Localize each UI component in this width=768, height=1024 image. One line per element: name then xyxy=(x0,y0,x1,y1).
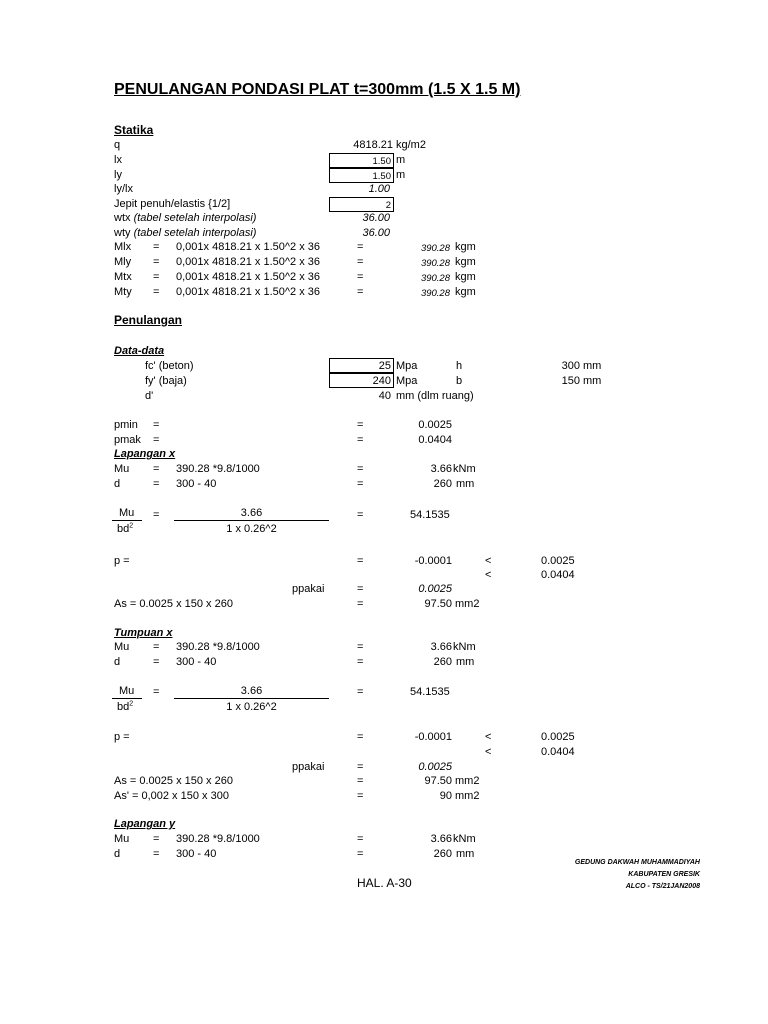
mu-formula: 390.28 *9.8/1000 xyxy=(176,641,260,653)
ratio-denominator: 1 x 0.26^2 xyxy=(226,701,277,713)
equals-sign: = xyxy=(153,833,160,845)
equals-sign: = xyxy=(357,790,364,802)
q-unit: kg/m2 xyxy=(396,139,426,151)
lx-value: 1.50 xyxy=(372,156,391,167)
pmak-value: 0.0404 xyxy=(418,434,452,446)
less-than-sign: < xyxy=(485,555,492,567)
compare-pmin: 0.0025 xyxy=(541,731,575,743)
lx-label: lx xyxy=(114,154,122,166)
ratio-bar xyxy=(174,520,329,521)
as-label: As = 0.0025 x 150 x 260 xyxy=(114,598,233,610)
subheading-data-data: Data-data xyxy=(114,345,165,357)
mu-value: 3.66 xyxy=(430,833,452,845)
equals-sign: = xyxy=(357,241,364,253)
p-label: p = xyxy=(114,555,130,567)
section-heading-statika: Statika xyxy=(114,123,154,137)
as-prime-value: 90 xyxy=(439,790,452,802)
moment-formula: 0,001x 4818.21 x 1.50^2 x 36 xyxy=(176,286,320,298)
b-unit: mm xyxy=(583,375,602,387)
ratio-denominator: 1 x 0.26^2 xyxy=(226,523,277,535)
pmin-label: pmin xyxy=(114,419,138,431)
d-cover-value: 40 xyxy=(378,390,391,402)
mu-unit: kNm xyxy=(453,641,476,653)
mu-unit: kNm xyxy=(453,833,476,845)
fraction-denominator: bd xyxy=(117,523,130,535)
wty-note: (tabel setelah interpolasi) xyxy=(133,227,257,239)
moment-unit: kgm xyxy=(455,271,476,283)
footer-location: KABUPATEN GRESIK xyxy=(628,871,700,878)
moment-label: Mty xyxy=(114,286,132,298)
ly-value: 1.50 xyxy=(372,171,391,182)
subheading-lapangan-y: Lapangan y xyxy=(114,818,176,830)
wtx-note: (tabel setelah interpolasi) xyxy=(133,212,257,224)
h-unit: mm xyxy=(583,360,602,372)
equals-sign: = xyxy=(153,434,160,446)
equals-sign: = xyxy=(357,478,364,490)
moment-unit: kgm xyxy=(455,256,476,268)
mu-formula: 390.28 *9.8/1000 xyxy=(176,833,260,845)
fc-label: fc' (beton) xyxy=(145,360,194,372)
moment-unit: kgm xyxy=(455,286,476,298)
equals-sign: = xyxy=(153,271,160,283)
d-label: d xyxy=(114,656,121,668)
mu-value: 3.66 xyxy=(430,641,452,653)
moment-unit: kgm xyxy=(455,241,476,253)
d-value: 260 xyxy=(433,478,452,490)
moment-label: Mtx xyxy=(114,271,132,283)
moment-value: 390.28 xyxy=(420,258,450,269)
ratio-numerator: 3.66 xyxy=(240,685,263,697)
as-prime-unit: mm2 xyxy=(455,790,480,802)
subheading-lapangan-x: Lapangan x xyxy=(114,448,176,460)
fy-label: fy' (baja) xyxy=(145,375,187,387)
equals-sign: = xyxy=(357,509,364,521)
equals-sign: = xyxy=(153,478,160,490)
equals-sign: = xyxy=(357,463,364,475)
equals-sign: = xyxy=(153,686,160,698)
wtx-value: 36.00 xyxy=(362,212,390,224)
mu-label: Mu xyxy=(114,641,130,653)
d-value: 260 xyxy=(433,848,452,860)
fy-unit: Mpa xyxy=(396,375,418,387)
d-unit: mm xyxy=(456,478,475,490)
fy-value: 240 xyxy=(372,375,391,387)
equals-sign: = xyxy=(153,256,160,268)
moment-label: Mly xyxy=(114,256,132,268)
fraction-numerator: Mu xyxy=(119,685,135,697)
h-label: h xyxy=(456,360,463,372)
d-formula: 300 - 40 xyxy=(176,478,217,490)
less-than-sign: < xyxy=(485,569,492,581)
pmin-value: 0.0025 xyxy=(418,419,452,431)
as-value: 97.50 xyxy=(424,775,452,787)
b-value: 150 xyxy=(561,375,580,387)
fraction-bar xyxy=(112,698,142,699)
jepit-value: 2 xyxy=(385,200,391,211)
equals-sign: = xyxy=(153,286,160,298)
d-formula: 300 - 40 xyxy=(176,656,217,668)
moment-formula: 0,001x 4818.21 x 1.50^2 x 36 xyxy=(176,241,320,253)
moment-value: 390.28 xyxy=(420,288,450,299)
as-prime-label: As' = 0,002 x 150 x 300 xyxy=(114,790,229,802)
equals-sign: = xyxy=(357,419,364,431)
equals-sign: = xyxy=(357,271,364,283)
d-unit: mm xyxy=(456,848,475,860)
ly-unit: m xyxy=(396,169,406,181)
page-number: HAL. A-30 xyxy=(357,876,412,890)
as-unit: mm2 xyxy=(455,775,480,787)
ratio-value: 54.1535 xyxy=(410,686,450,698)
d-label: d xyxy=(114,478,121,490)
subheading-tumpuan-x: Tumpuan x xyxy=(114,627,173,639)
footer-project: GEDUNG DAKWAH MUHAMMADIYAH xyxy=(574,859,700,866)
mu-label: Mu xyxy=(114,833,130,845)
as-unit: mm2 xyxy=(455,598,480,610)
q-value: 4818.21 xyxy=(353,139,393,151)
equals-sign: = xyxy=(357,848,364,860)
equals-sign: = xyxy=(357,434,364,446)
moment-label: Mlx xyxy=(114,241,132,253)
equals-sign: = xyxy=(357,555,364,567)
equals-sign: = xyxy=(153,463,160,475)
d-value: 260 xyxy=(433,656,452,668)
equals-sign: = xyxy=(153,656,160,668)
equals-sign: = xyxy=(153,241,160,253)
fraction-numerator: Mu xyxy=(119,507,135,519)
p-value: -0.0001 xyxy=(414,555,452,567)
equals-sign: = xyxy=(357,833,364,845)
equals-sign: = xyxy=(357,731,364,743)
moment-value: 390.28 xyxy=(420,273,450,284)
q-label: q xyxy=(114,139,121,151)
equals-sign: = xyxy=(153,641,160,653)
ly-label: ly xyxy=(114,169,122,181)
equals-sign: = xyxy=(357,656,364,668)
footer-ref: ALCO - TS/21JAN2008 xyxy=(625,883,700,890)
less-than-sign: < xyxy=(485,746,492,758)
moment-formula: 0,001x 4818.21 x 1.50^2 x 36 xyxy=(176,271,320,283)
mu-unit: kNm xyxy=(453,463,476,475)
wty-label: wty xyxy=(114,227,131,239)
ratio-numerator: 3.66 xyxy=(240,507,263,519)
equals-sign: = xyxy=(357,583,364,595)
d-label: d xyxy=(114,848,121,860)
wty-value: 36.00 xyxy=(362,227,390,239)
compare-pmak: 0.0404 xyxy=(541,746,575,758)
b-label: b xyxy=(456,375,463,387)
fraction-bar xyxy=(112,520,142,521)
lx-unit: m xyxy=(396,154,406,166)
fc-unit: Mpa xyxy=(396,360,418,372)
wtx-label: wtx xyxy=(114,212,131,224)
equals-sign: = xyxy=(357,775,364,787)
equals-sign: = xyxy=(357,286,364,298)
equals-sign: = xyxy=(357,256,364,268)
mu-formula: 390.28 *9.8/1000 xyxy=(176,463,260,475)
equals-sign: = xyxy=(153,848,160,860)
equals-sign: = xyxy=(153,419,160,431)
as-value: 97.50 xyxy=(424,598,452,610)
ppakai-label: ppakai xyxy=(292,761,325,773)
d-cover-unit: mm (dlm ruang) xyxy=(396,390,474,402)
pmak-label: pmak xyxy=(114,434,141,446)
page-title: PENULANGAN PONDASI PLAT t=300mm (1.5 X 1.5 M) xyxy=(114,81,521,98)
mu-label: Mu xyxy=(114,463,130,475)
p-label: p = xyxy=(114,731,130,743)
equals-sign: = xyxy=(357,641,364,653)
d-cover-label: d' xyxy=(145,390,154,402)
moment-value: 390.28 xyxy=(420,243,450,254)
equals-sign: = xyxy=(357,686,364,698)
d-formula: 300 - 40 xyxy=(176,848,217,860)
ppakai-label: ppakai xyxy=(292,583,325,595)
h-value: 300 xyxy=(561,360,580,372)
lylx-label: ly/lx xyxy=(114,183,133,195)
d-unit: mm xyxy=(456,656,475,668)
compare-pmak: 0.0404 xyxy=(541,569,575,581)
ratio-value: 54.1535 xyxy=(410,509,450,521)
fc-value: 25 xyxy=(378,360,391,372)
p-value: -0.0001 xyxy=(414,731,452,743)
less-than-sign: < xyxy=(485,731,492,743)
moment-formula: 0,001x 4818.21 x 1.50^2 x 36 xyxy=(176,256,320,268)
exponent: 2 xyxy=(129,522,134,530)
equals-sign: = xyxy=(357,761,364,773)
fraction-denominator: bd xyxy=(117,701,130,713)
as-label: As = 0.0025 x 150 x 260 xyxy=(114,775,233,787)
mu-value: 3.66 xyxy=(430,463,452,475)
lylx-value: 1.00 xyxy=(368,183,390,195)
ppakai-value: 0.0025 xyxy=(418,583,452,595)
equals-sign: = xyxy=(153,509,160,521)
section-heading-penulangan: Penulangan xyxy=(114,313,183,327)
exponent: 2 xyxy=(129,700,134,708)
compare-pmin: 0.0025 xyxy=(541,555,575,567)
ppakai-value: 0.0025 xyxy=(418,761,452,773)
equals-sign: = xyxy=(357,598,364,610)
jepit-label: Jepit penuh/elastis {1/2] xyxy=(114,198,231,210)
ratio-bar xyxy=(174,698,329,699)
